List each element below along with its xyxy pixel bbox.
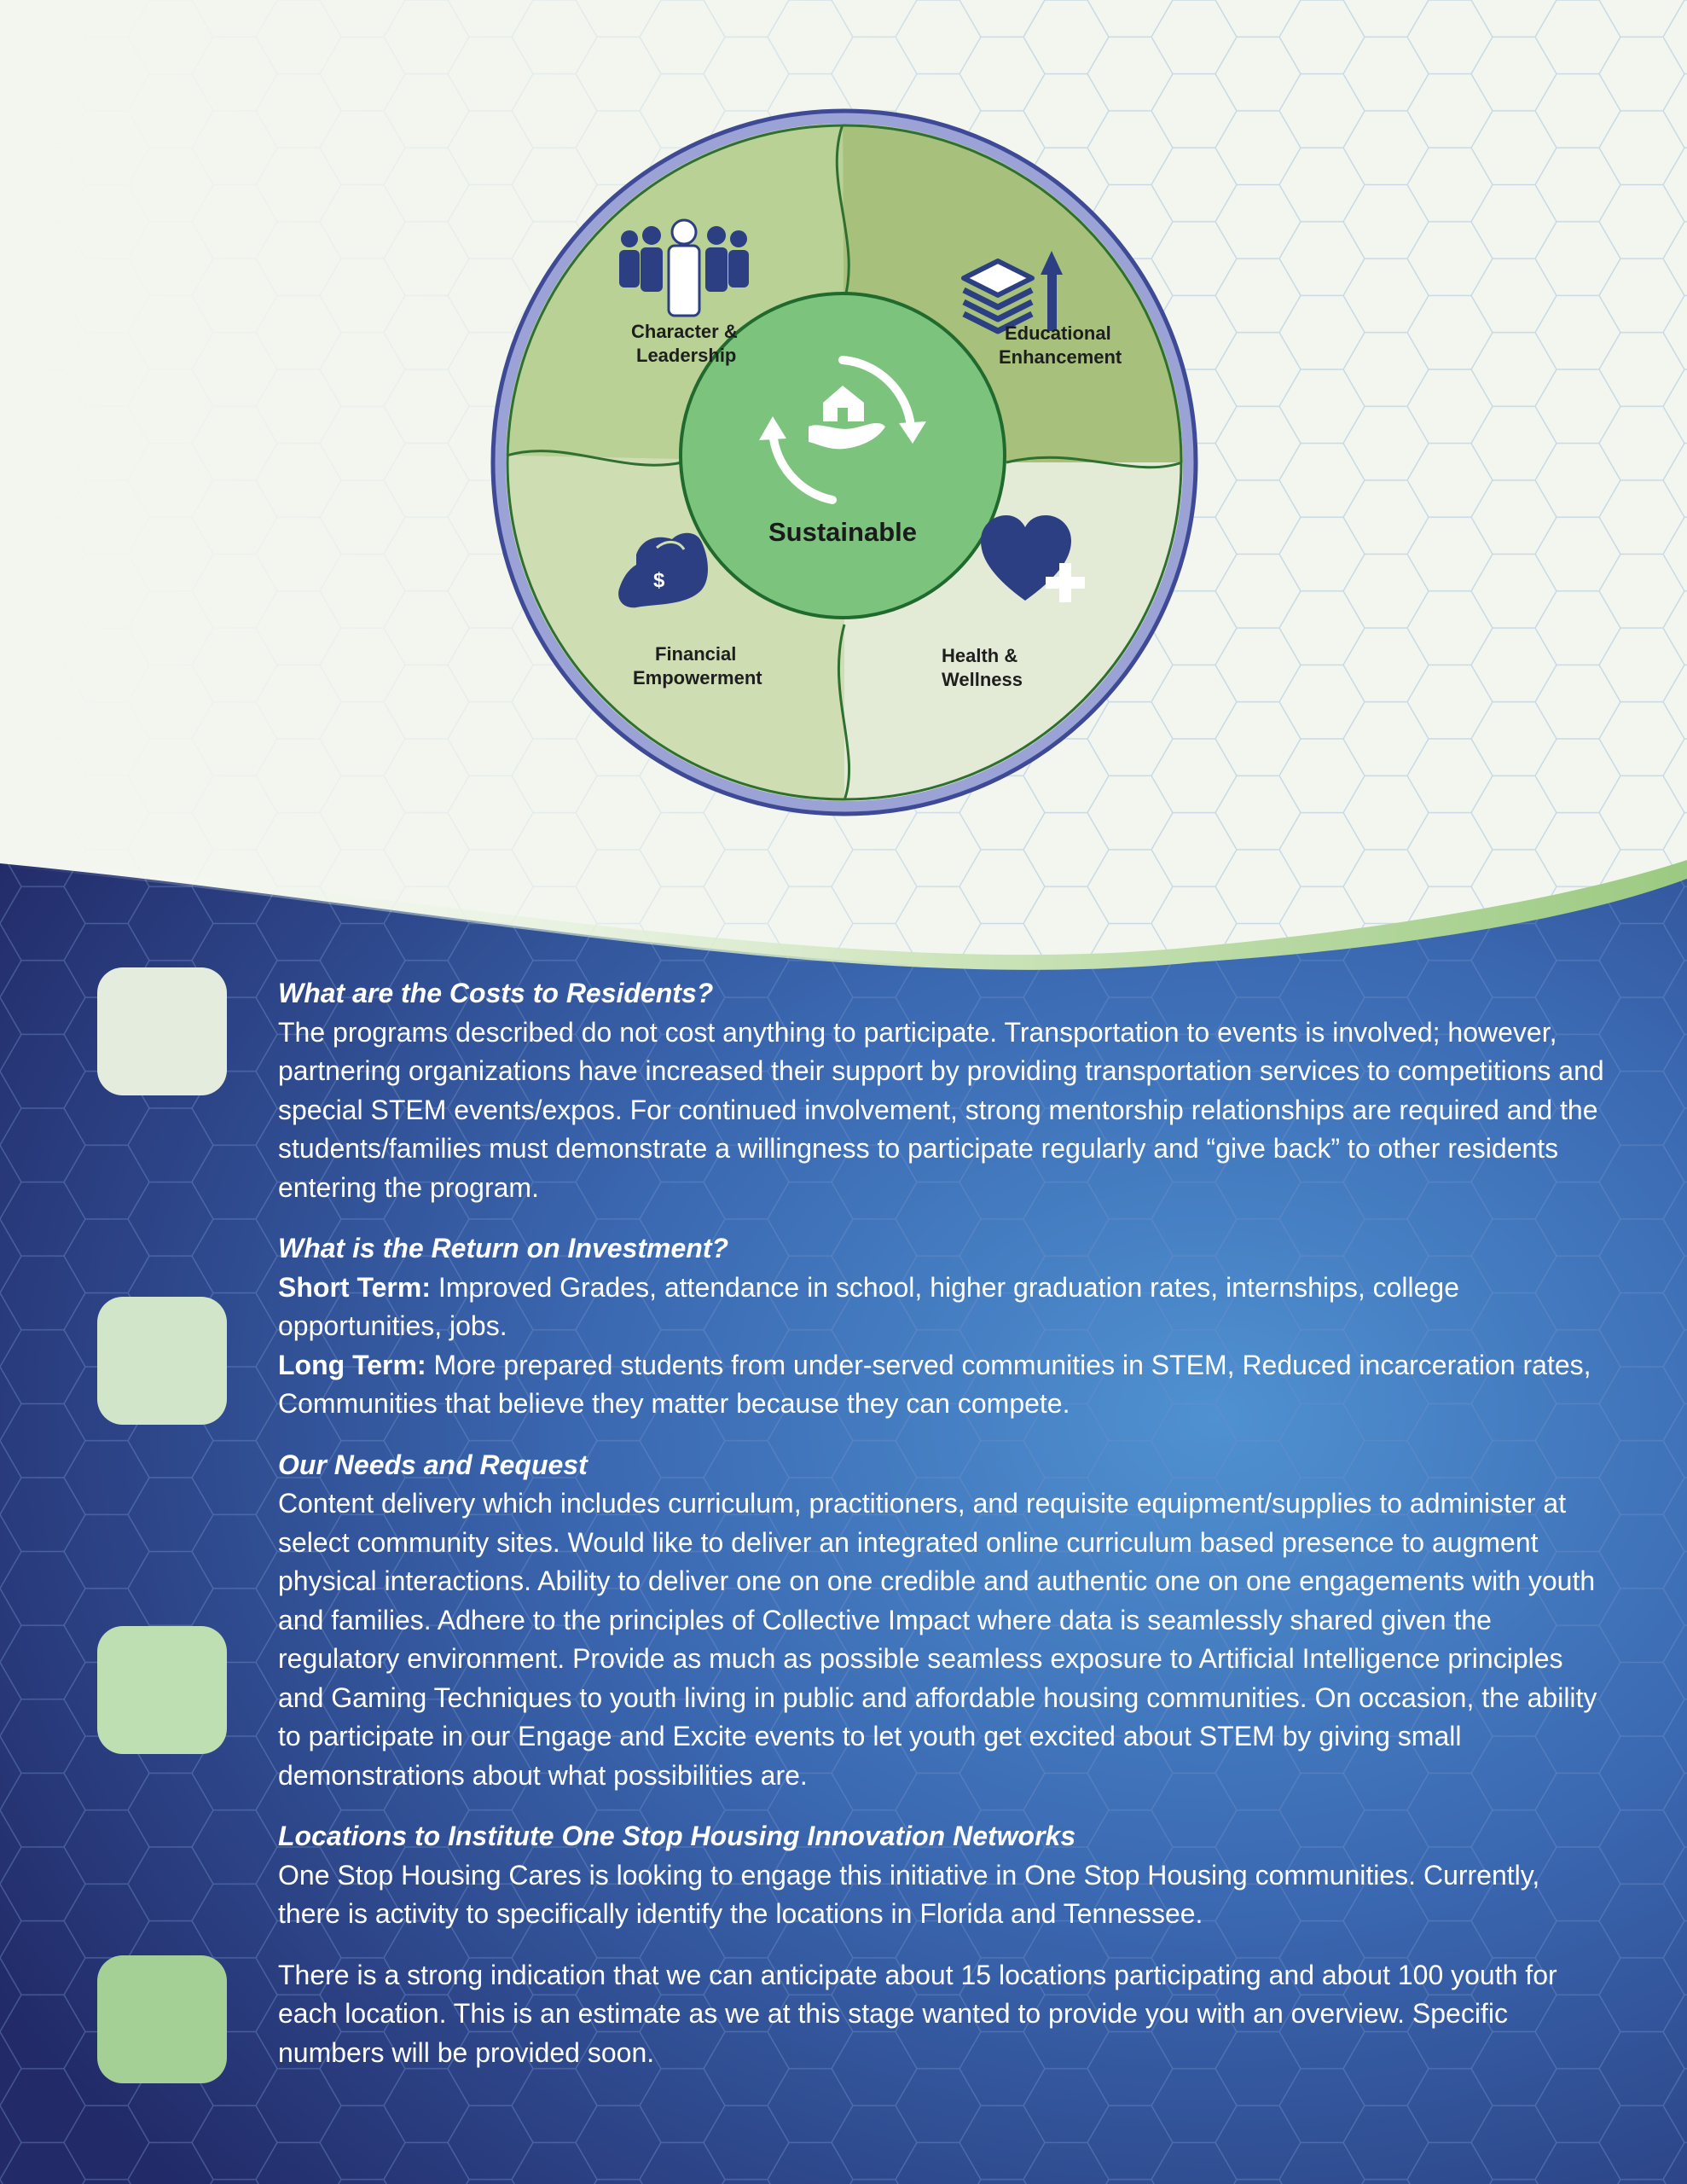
section-needs — [278, 1446, 1609, 1796]
roi-long-term — [278, 1346, 1609, 1424]
center-label: Sustainable — [768, 517, 917, 547]
costs-body: The programs described do not cost anything to participate. Transportation to events is involved; however, partnering organizations have increased their support by providing transportation services to competitions and special STEM events/expos. For continued involvement, strong mentorship relationships are required and the students/families must demonstrate a willingness to participate regularly and “give back” to other residents entering the program. — [278, 1016, 1604, 1203]
long-term-text: More prepared students from under-served communities in STEM, Reduced incarceration rates, Communities that believe they matter because they can compete. — [278, 1349, 1591, 1419]
content-text — [278, 974, 1609, 2094]
long-term-label: Long Term: — [278, 1349, 426, 1380]
costs-heading: What are the Costs to Residents? — [278, 978, 714, 1008]
section-roi — [278, 1229, 1609, 1424]
segment-label-empowerment: Empowerment — [633, 667, 762, 688]
svg-text:$: $ — [653, 569, 665, 592]
segment-label-health: Health & — [942, 645, 1018, 666]
decorative-square-1 — [97, 967, 227, 1095]
short-term-text: Improved Grades, attendance in school, higher graduation rates, internships, college opportunities, jobs. — [278, 1271, 1460, 1341]
segment-label-enhancement: Enhancement — [999, 346, 1122, 368]
section-costs — [278, 974, 1609, 1207]
roi-short-term — [278, 1269, 1609, 1346]
locations-heading: Locations to Institute One Stop Housing Innovation Networks — [278, 1821, 1076, 1851]
decorative-square-2 — [97, 1297, 227, 1425]
section-locations — [278, 1817, 1609, 1934]
segment-label-wellness: Wellness — [942, 669, 1023, 690]
needs-body: Content delivery which includes curriculum, practitioners, and requisite equipment/supplies to administer at select community sites. Would like to deliver an integrated online curriculum based presence to augment physical interactions. Ability to deliver one on one credible and authentic one on one engagements with youth and families. Adhere to the principles of Collective Impact where data is seamlessly shared given the regulatory environment. Provide as much as possible seamless exposure to Artificial Intelligence principles and Gaming Techniques to youth living in public and affordable housing communities. On occasion, the ability to participate in our Engage and Excite events to let youth get excited about STEM by giving small demonstrations about what possibilities are. — [278, 1488, 1597, 1791]
segment-label-character: Character & — [631, 321, 738, 342]
segment-label-financial: Financial — [655, 643, 737, 665]
decorative-square-3 — [97, 1626, 227, 1754]
program-wheel-diagram — [486, 104, 1203, 821]
section-estimate — [278, 1956, 1609, 2073]
short-term-label: Short Term: — [278, 1271, 431, 1303]
roi-heading: What is the Return on Investment? — [278, 1233, 729, 1263]
decorative-square-4 — [97, 1955, 227, 2083]
needs-heading: Our Needs and Request — [278, 1449, 588, 1480]
center-circle — [681, 293, 1005, 618]
locations-body: One Stop Housing Cares is looking to engage this initiative in One Stop Housing communities. Currently, there is activity to specifically identify the locations in Florida and Tennessee. — [278, 1859, 1540, 1929]
estimate-body: There is a strong indication that we can anticipate about 15 locations participating and about 100 youth for each location. This is an estimate as we at this stage wanted to provide you with an overview. Specific numbers will be provided soon. — [278, 1959, 1557, 2068]
segment-label-educational: Educational — [1005, 322, 1111, 344]
segment-label-leadership: Leadership — [636, 345, 737, 366]
